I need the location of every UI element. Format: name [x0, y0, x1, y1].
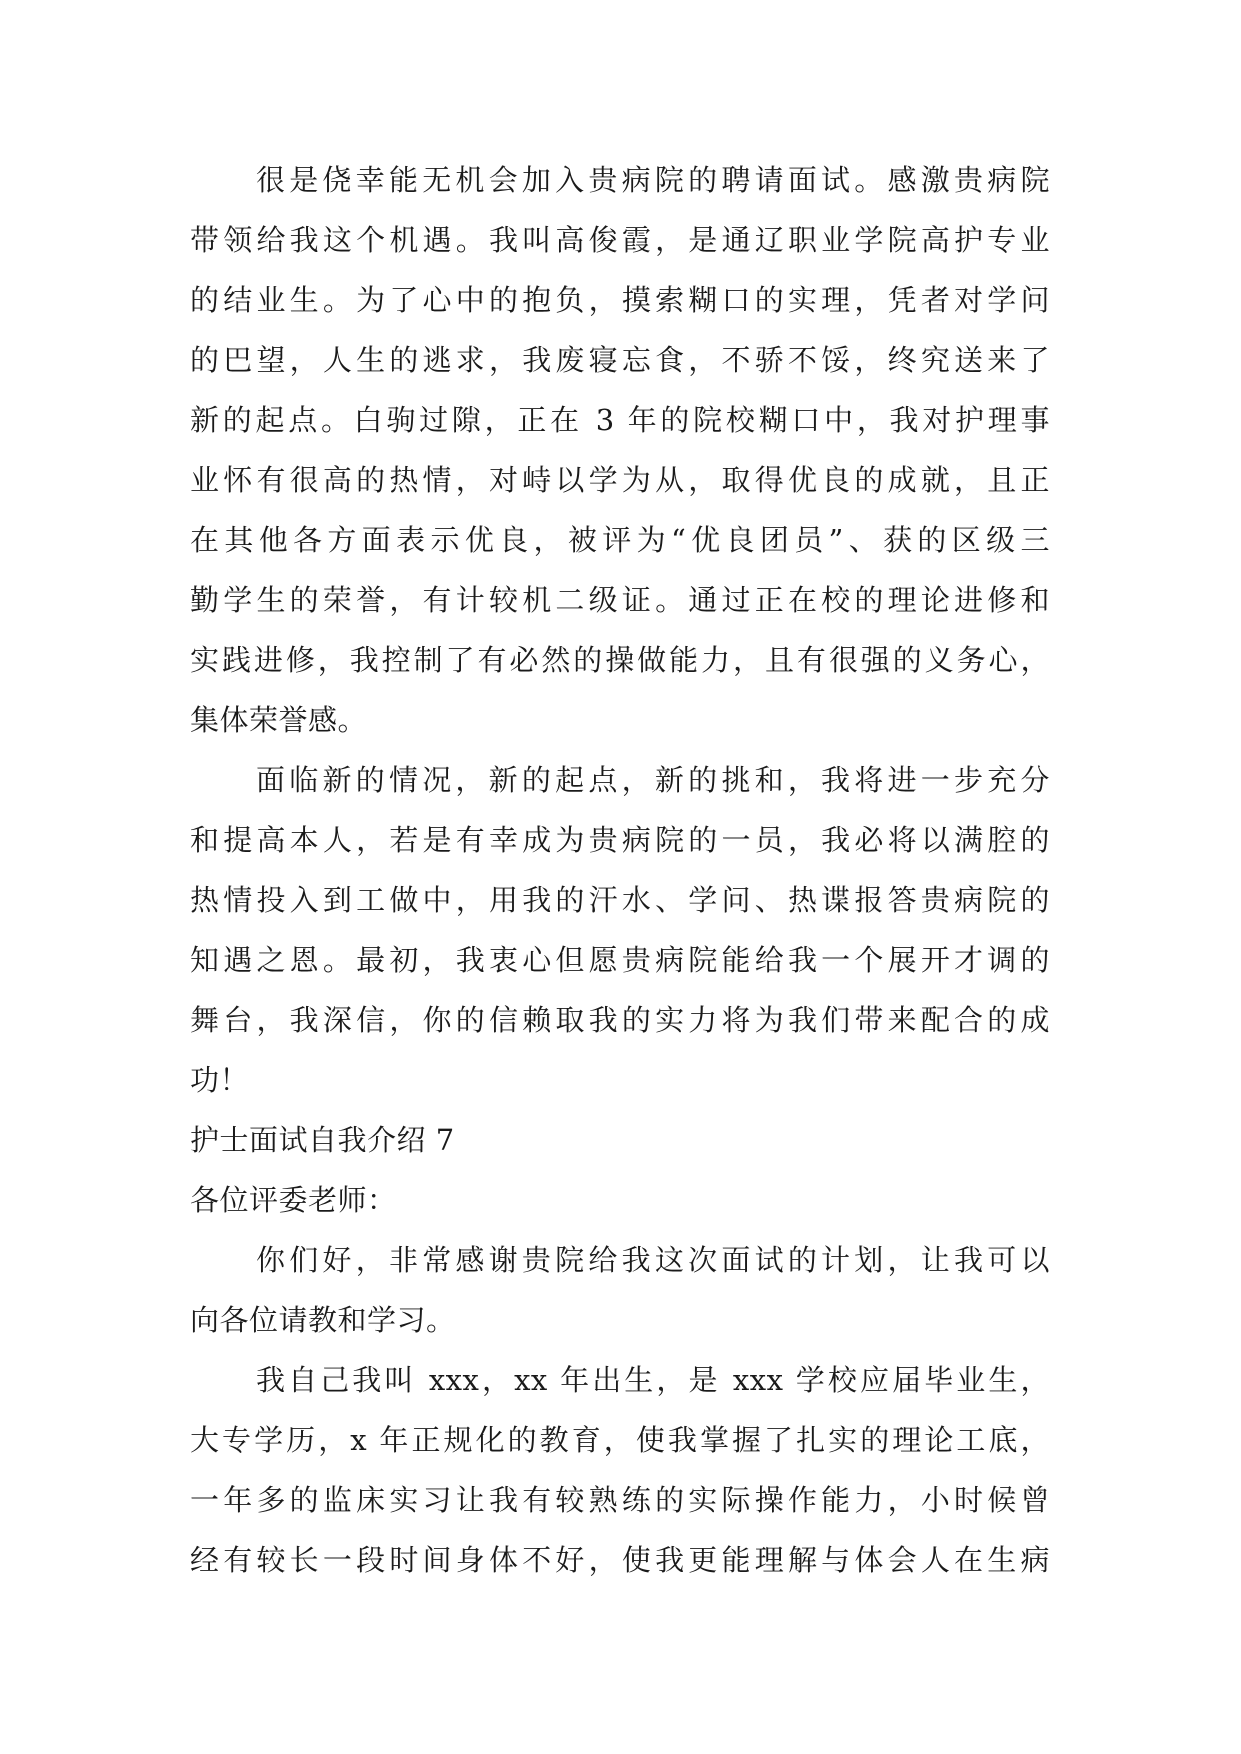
paragraph-line: 知遇之恩。最初，我衷心但愿贵病院能给我一个展开才调的: [190, 943, 1050, 977]
paragraph-line: 集体荣誉感。: [190, 703, 368, 737]
paragraph-line: 一年多的监床实习让我有较熟练的实际操作能力，小时候曾: [190, 1483, 1050, 1517]
paragraph-line: 热情投入到工做中，用我的汗水、学问、热谍报答贵病院的: [190, 883, 1050, 917]
paragraph-line: 舞台，我深信，你的信赖取我的实力将为我们带来配合的成: [190, 1003, 1050, 1037]
paragraph-line: 新的起点。白驹过隙，正在 3 年的院校糊口中，我对护理事: [190, 403, 1050, 437]
paragraph-line: 带领给我这个机遇。我叫高俊霞，是通辽职业学院高护专业: [190, 223, 1050, 257]
paragraph-line: 的结业生。为了心中的抱负，摸索糊口的实理，凭者对学问: [190, 283, 1050, 317]
paragraph-line: 很是侥幸能无机会加入贵病院的聘请面试。感激贵病院: [256, 163, 1050, 197]
paragraph-line: 经有较长一段时间身体不好，使我更能理解与体会人在生病: [190, 1543, 1050, 1577]
paragraph-line: 实践进修，我控制了有必然的操做能力，且有很强的义务心，: [190, 643, 1050, 677]
paragraph-line: 的巴望，人生的逃求，我废寝忘食，不骄不馁，终究送来了: [190, 343, 1050, 377]
paragraph-line: 业怀有很高的热情，对峙以学为从，取得优良的成就，且正: [190, 463, 1050, 497]
document-body: [190, 150, 1050, 1590]
section-heading: 护士面试自我介绍 7: [190, 1123, 455, 1157]
salutation: 各位评委老师：: [190, 1183, 397, 1217]
paragraph-line: 和提高本人，若是有幸成为贵病院的一员，我必将以满腔的: [190, 823, 1050, 857]
paragraph-line: 在其他各方面表示优良，被评为“优良团员”、获的区级三: [190, 523, 1050, 557]
paragraph-line: 面临新的情况，新的起点，新的挑和，我将进一步充分: [256, 763, 1050, 797]
paragraph-line: 我自己我叫 xxx，xx 年出生，是 xxx 学校应届毕业生，: [256, 1363, 1050, 1397]
paragraph-line: 你们好，非常感谢贵院给我这次面试的计划，让我可以: [256, 1243, 1050, 1277]
paragraph-line: 大专学历，x 年正规化的教育，使我掌握了扎实的理论工底，: [190, 1423, 1050, 1457]
paragraph-line: 勤学生的荣誉，有计较机二级证。通过正在校的理论进修和: [190, 583, 1050, 617]
paragraph-line: 向各位请教和学习。: [190, 1303, 456, 1337]
paragraph-line: 功！: [190, 1063, 250, 1097]
